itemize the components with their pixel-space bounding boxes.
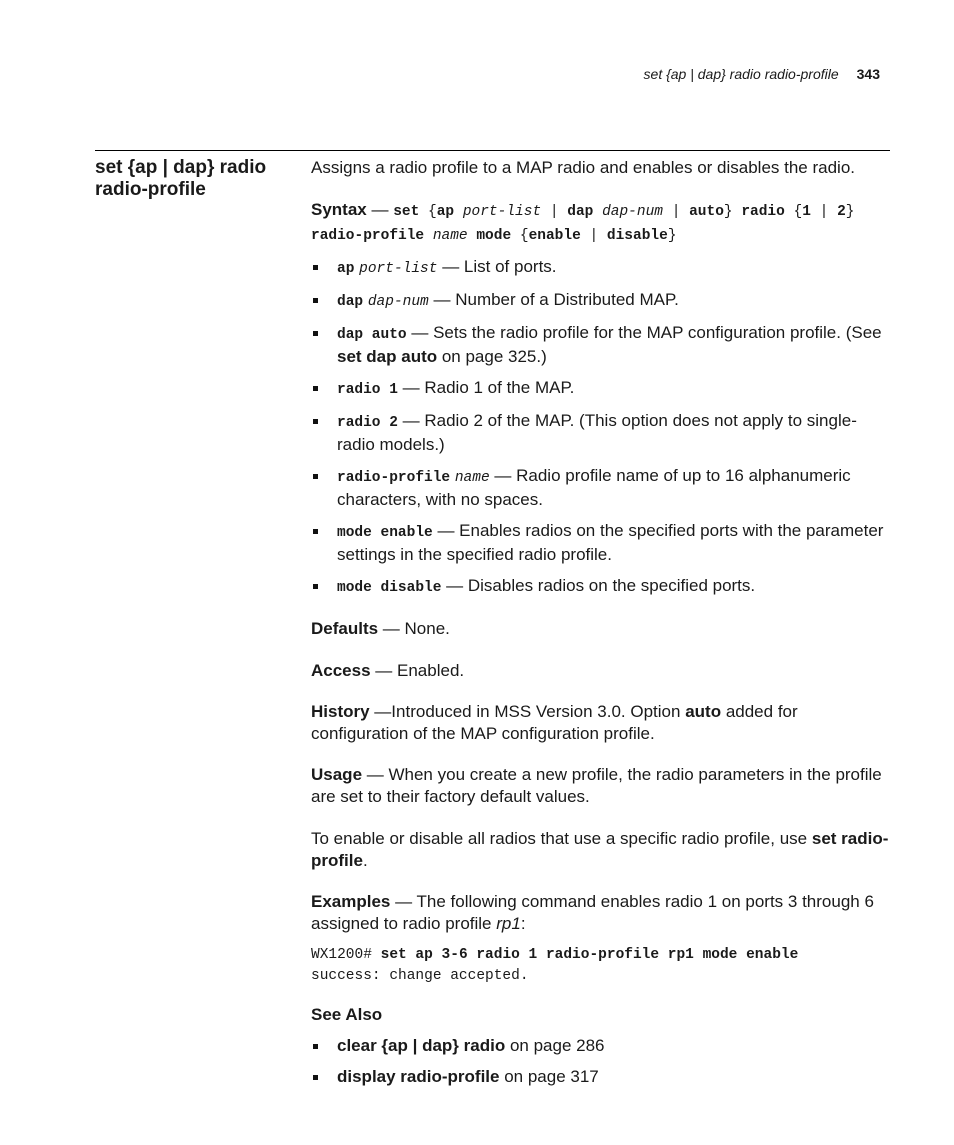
parameter-command: mode disable: [337, 580, 442, 596]
syntax-dash: —: [366, 200, 394, 219]
see-also-heading: See Also: [311, 1005, 383, 1024]
see-also-page: on page 317: [499, 1067, 599, 1086]
parameter-item: [311, 322, 891, 368]
syntax-punct: }: [723, 204, 742, 220]
syntax-punct: {: [511, 228, 529, 244]
syntax-keyword: 1: [802, 204, 811, 220]
syntax-line: [311, 199, 891, 247]
parameter-item: [311, 465, 891, 511]
parameter-command: radio-profile: [337, 470, 451, 486]
section-rule: [95, 150, 890, 151]
parameter-item: [311, 520, 891, 566]
parameter-command: ap: [337, 261, 355, 277]
parameter-description: — Radio 1 of the MAP.: [397, 378, 575, 397]
usage-text: — When you create a new profile, the radio parameters in the profile are set to their factory default values.: [311, 765, 882, 806]
parameter-argument: dap-num: [367, 294, 429, 310]
syntax-keyword: radio-profile: [311, 228, 425, 244]
usage-note-end: .: [362, 851, 368, 870]
parameter-command: mode enable: [337, 525, 433, 541]
code-output: success: change accepted.: [311, 968, 529, 984]
access-text: — Enabled.: [370, 661, 465, 680]
syntax-punct: {: [784, 204, 803, 220]
usage-label: Usage: [311, 765, 363, 784]
usage-note: [311, 828, 891, 872]
syntax-keyword: mode: [476, 228, 512, 244]
syntax-keyword: ap: [436, 204, 455, 220]
parameter-description: — Sets the radio profile for the MAP configuration profile. (See: [406, 323, 882, 342]
parameter-item: [311, 289, 891, 313]
syntax-punct: [424, 228, 433, 244]
parameter-description: — Enables radios on the specified ports with the parameter settings in the specified radio profile.: [337, 521, 884, 564]
cross-reference-link[interactable]: set dap auto: [337, 347, 438, 366]
parameter-argument: name: [454, 470, 490, 486]
syntax-keyword: enable: [528, 228, 581, 244]
see-also-list: [311, 1035, 891, 1088]
defaults-line: [311, 618, 891, 640]
code-command: set ap 3-6 radio 1 radio-profile rp1 mode enable: [380, 947, 799, 963]
code-prompt: WX1200#: [311, 947, 381, 963]
parameter-command: radio 1: [337, 382, 398, 398]
access-line: [311, 660, 891, 682]
syntax-punct: |: [541, 204, 568, 220]
history-label: History: [311, 702, 370, 721]
running-head-title: set {ap | dap} radio radio-profile: [643, 66, 839, 82]
history-text-tail: added for configuration of the MAP configuration profile.: [311, 702, 798, 743]
examples-end: :: [520, 914, 526, 933]
parameter-command: dap auto: [337, 327, 407, 343]
syntax-punct: }: [845, 204, 855, 220]
parameter-command: dap: [337, 294, 364, 310]
parameter-item: [311, 377, 891, 401]
parameter-item: [311, 575, 891, 599]
parameter-description: — Disables radios on the specified ports.: [441, 576, 756, 595]
syntax-argument: port-list: [462, 204, 542, 220]
syntax-punct: {: [419, 204, 437, 220]
parameter-command: radio 2: [337, 415, 398, 431]
parameter-description: — List of ports.: [437, 257, 557, 276]
syntax-keyword: dap: [567, 204, 594, 220]
see-also-link[interactable]: display radio-profile: [337, 1067, 500, 1086]
syntax-punct: |: [663, 204, 690, 220]
see-also-item: [311, 1066, 891, 1088]
section-title: set {ap | dap} radio radio-profile: [95, 157, 267, 200]
code-example: [311, 945, 891, 987]
syntax-command: [311, 200, 854, 243]
running-head: [644, 66, 880, 82]
syntax-argument: name: [432, 228, 468, 244]
syntax-keyword: auto: [689, 204, 724, 220]
parameter-description: — Radio 2 of the MAP. (This option does not apply to single-radio models.): [337, 411, 857, 454]
see-also-link[interactable]: clear {ap | dap} radio: [337, 1036, 506, 1055]
parameter-list: [311, 256, 891, 599]
syntax-punct: |: [580, 228, 607, 244]
cross-reference-page: on page 325.): [437, 347, 547, 366]
defaults-label: Defaults: [311, 619, 379, 638]
parameter-argument: port-list: [359, 261, 438, 277]
syntax-label: Syntax: [311, 200, 367, 219]
usage-line: [311, 764, 891, 808]
syntax-keyword: disable: [606, 228, 668, 244]
history-keyword: auto: [685, 702, 722, 721]
history-line: [311, 701, 891, 745]
usage-note-link[interactable]: set radio-profile: [311, 829, 889, 870]
syntax-argument: dap-num: [602, 204, 663, 220]
defaults-text: — None.: [378, 619, 450, 638]
examples-arg: rp1: [496, 914, 521, 933]
parameter-description: — Radio profile name of up to 16 alphanumeric characters, with no spaces.: [337, 466, 851, 509]
see-also-page: on page 286: [505, 1036, 605, 1055]
access-label: Access: [311, 661, 371, 680]
parameter-item: [311, 410, 891, 456]
intro-text: Assigns a radio profile to a MAP radio and enables or disables the radio.: [311, 158, 856, 177]
see-also-item: [311, 1035, 891, 1057]
syntax-keyword: set: [393, 204, 420, 220]
history-text: —Introduced in MSS Version 3.0. Option: [369, 702, 686, 721]
examples-text: — The following command enables radio 1 on ports 3 through 6 assigned to radio profile: [311, 892, 874, 933]
parameter-item: [311, 256, 891, 280]
syntax-keyword: 2: [837, 204, 846, 220]
main-content: [311, 157, 891, 1088]
syntax-punct: [593, 204, 602, 220]
syntax-keyword: radio: [741, 204, 785, 220]
examples-line: [311, 891, 891, 935]
syntax-punct: |: [810, 204, 838, 220]
examples-label: Examples: [311, 892, 391, 911]
syntax-punct: [454, 204, 463, 220]
usage-note-text: To enable or disable all radios that use a specific radio profile, use: [311, 829, 812, 848]
syntax-punct: }: [667, 228, 677, 244]
parameter-description: — Number of a Distributed MAP.: [428, 290, 679, 309]
page-number: 343: [856, 66, 880, 82]
